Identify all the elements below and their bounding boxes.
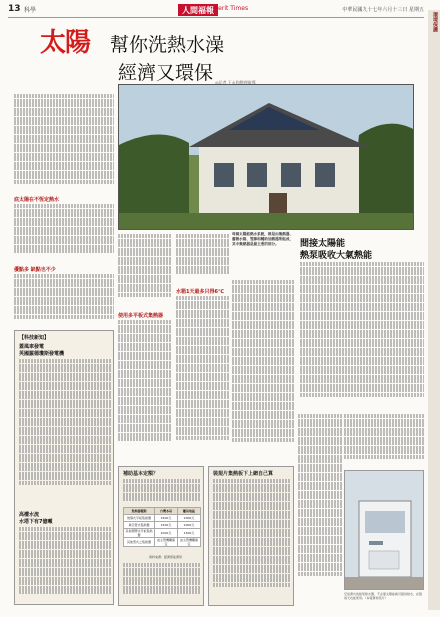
- table-row: [124, 515, 201, 522]
- solar-house-photo: [118, 84, 414, 230]
- page-number: 13: [8, 4, 21, 14]
- headline-red: 太陽: [40, 28, 91, 58]
- science-news-text-1: [19, 359, 111, 509]
- table-header-cell: 台灣本島: [154, 508, 177, 515]
- table-row: [124, 529, 201, 538]
- table-source: 資料來源：經濟部能源局: [149, 555, 183, 559]
- page-header: [8, 4, 424, 18]
- pull-quote: [232, 232, 294, 276]
- middle-text-3: [176, 234, 230, 284]
- table-cell: 由主管機關審定: [154, 538, 177, 547]
- table-cell: 1500元: [154, 515, 177, 522]
- subhead-2: 優點多 缺點也不少: [14, 267, 56, 273]
- article-headline: [40, 22, 300, 92]
- table-cell: 真空管式集熱器: [124, 522, 155, 529]
- table-cell: 1000元: [154, 529, 177, 538]
- subhead-4: 水箱1天最多只得6℃: [176, 289, 225, 295]
- subhead-3: 使用多平板式集熱器: [118, 313, 164, 319]
- issue-date: 中華民國九十七年六月十三日 星期五: [342, 7, 424, 13]
- subsidy-box: [118, 466, 204, 606]
- right-headline-1: 間接太陽能: [300, 239, 346, 249]
- table-cell: 由主管機關審定: [177, 538, 200, 547]
- column-3-text: [232, 280, 294, 464]
- table-header-row: [124, 508, 201, 515]
- masthead-english: Merit Times: [213, 5, 249, 12]
- subsidy-box-title: 補助基本定額？: [123, 471, 159, 477]
- body-text-1: [14, 204, 114, 264]
- middle-text-1: [118, 234, 172, 308]
- table-cell: 1500元: [154, 522, 177, 529]
- table-cell: 其他塑膠式平板集熱器: [125, 529, 153, 537]
- intro-text: [14, 94, 114, 194]
- body-text-2: [14, 274, 114, 328]
- right-text-3: [344, 414, 424, 466]
- section-name: 科學: [24, 7, 37, 14]
- table-cell: 2000元: [177, 522, 200, 529]
- table-header-cell: 離島地區: [177, 508, 200, 515]
- install-info-box: [208, 466, 294, 606]
- science-news-heading: 【科技新知】: [19, 335, 50, 341]
- adjacent-page-label: 環境保護: [432, 12, 438, 32]
- heat-pump-illustration: [345, 471, 424, 590]
- headline-line-2: 經濟又環保: [118, 62, 214, 84]
- table-row: [124, 538, 201, 547]
- headline-line-1: 幫你洗熱水澡: [110, 34, 225, 56]
- science-news-title-1: 蓋風車發電: [19, 344, 45, 350]
- right-text-2: [298, 414, 342, 604]
- table-cell: 1500元: [177, 529, 200, 538]
- right-headline-2: 熱泵吸收大氣熱能: [300, 251, 373, 261]
- science-news-box: [14, 330, 114, 605]
- middle-text-4: [176, 296, 230, 464]
- solar-house-illustration: [119, 85, 414, 230]
- masthead: 人間福報: [178, 4, 218, 16]
- table-cell: 玻璃式平板集熱器: [124, 515, 155, 522]
- adjacent-page-edge: [428, 10, 440, 610]
- subsidy-box-notes: [123, 563, 201, 603]
- subsidy-table: [123, 507, 201, 547]
- install-box-title: 裝規片集熱板下上網自己算: [213, 471, 274, 477]
- science-news-text-2: [19, 527, 111, 603]
- table-row: [124, 522, 201, 529]
- right-text-1: [300, 262, 424, 412]
- byline: ◎記者 王永和整理報導: [215, 80, 256, 85]
- subsidy-box-text: [123, 479, 201, 505]
- science-news-title-3: 高樓水流: [19, 512, 40, 518]
- table-cell: 2000元: [177, 515, 200, 522]
- pull-quote-text: 每個太陽能熱水系統，都是由集熱器、蓄熱水箱、管線和輔助加熱器所組成，其中集熱器是最主要的部分。: [232, 232, 294, 246]
- heat-pump-photo: [344, 470, 424, 590]
- table-header-cell: 集熱器種類: [124, 508, 155, 515]
- science-news-title-4: 水塔下有7億噸: [19, 519, 53, 525]
- install-box-text: [213, 479, 291, 603]
- science-news-title-2: 英國羅德瓊斯發電機: [19, 351, 65, 357]
- middle-text-2: [118, 320, 172, 464]
- table-cell: 其他型式之集熱器: [124, 538, 155, 547]
- heat-pump-caption: 空氣源式的熱泵熱水器，不必靠太陽能就可提供熱水，在陰雨天也能使用。（本報資料照片）: [344, 592, 423, 600]
- subhead-1: 底太陽在不恆定熱水: [14, 197, 60, 203]
